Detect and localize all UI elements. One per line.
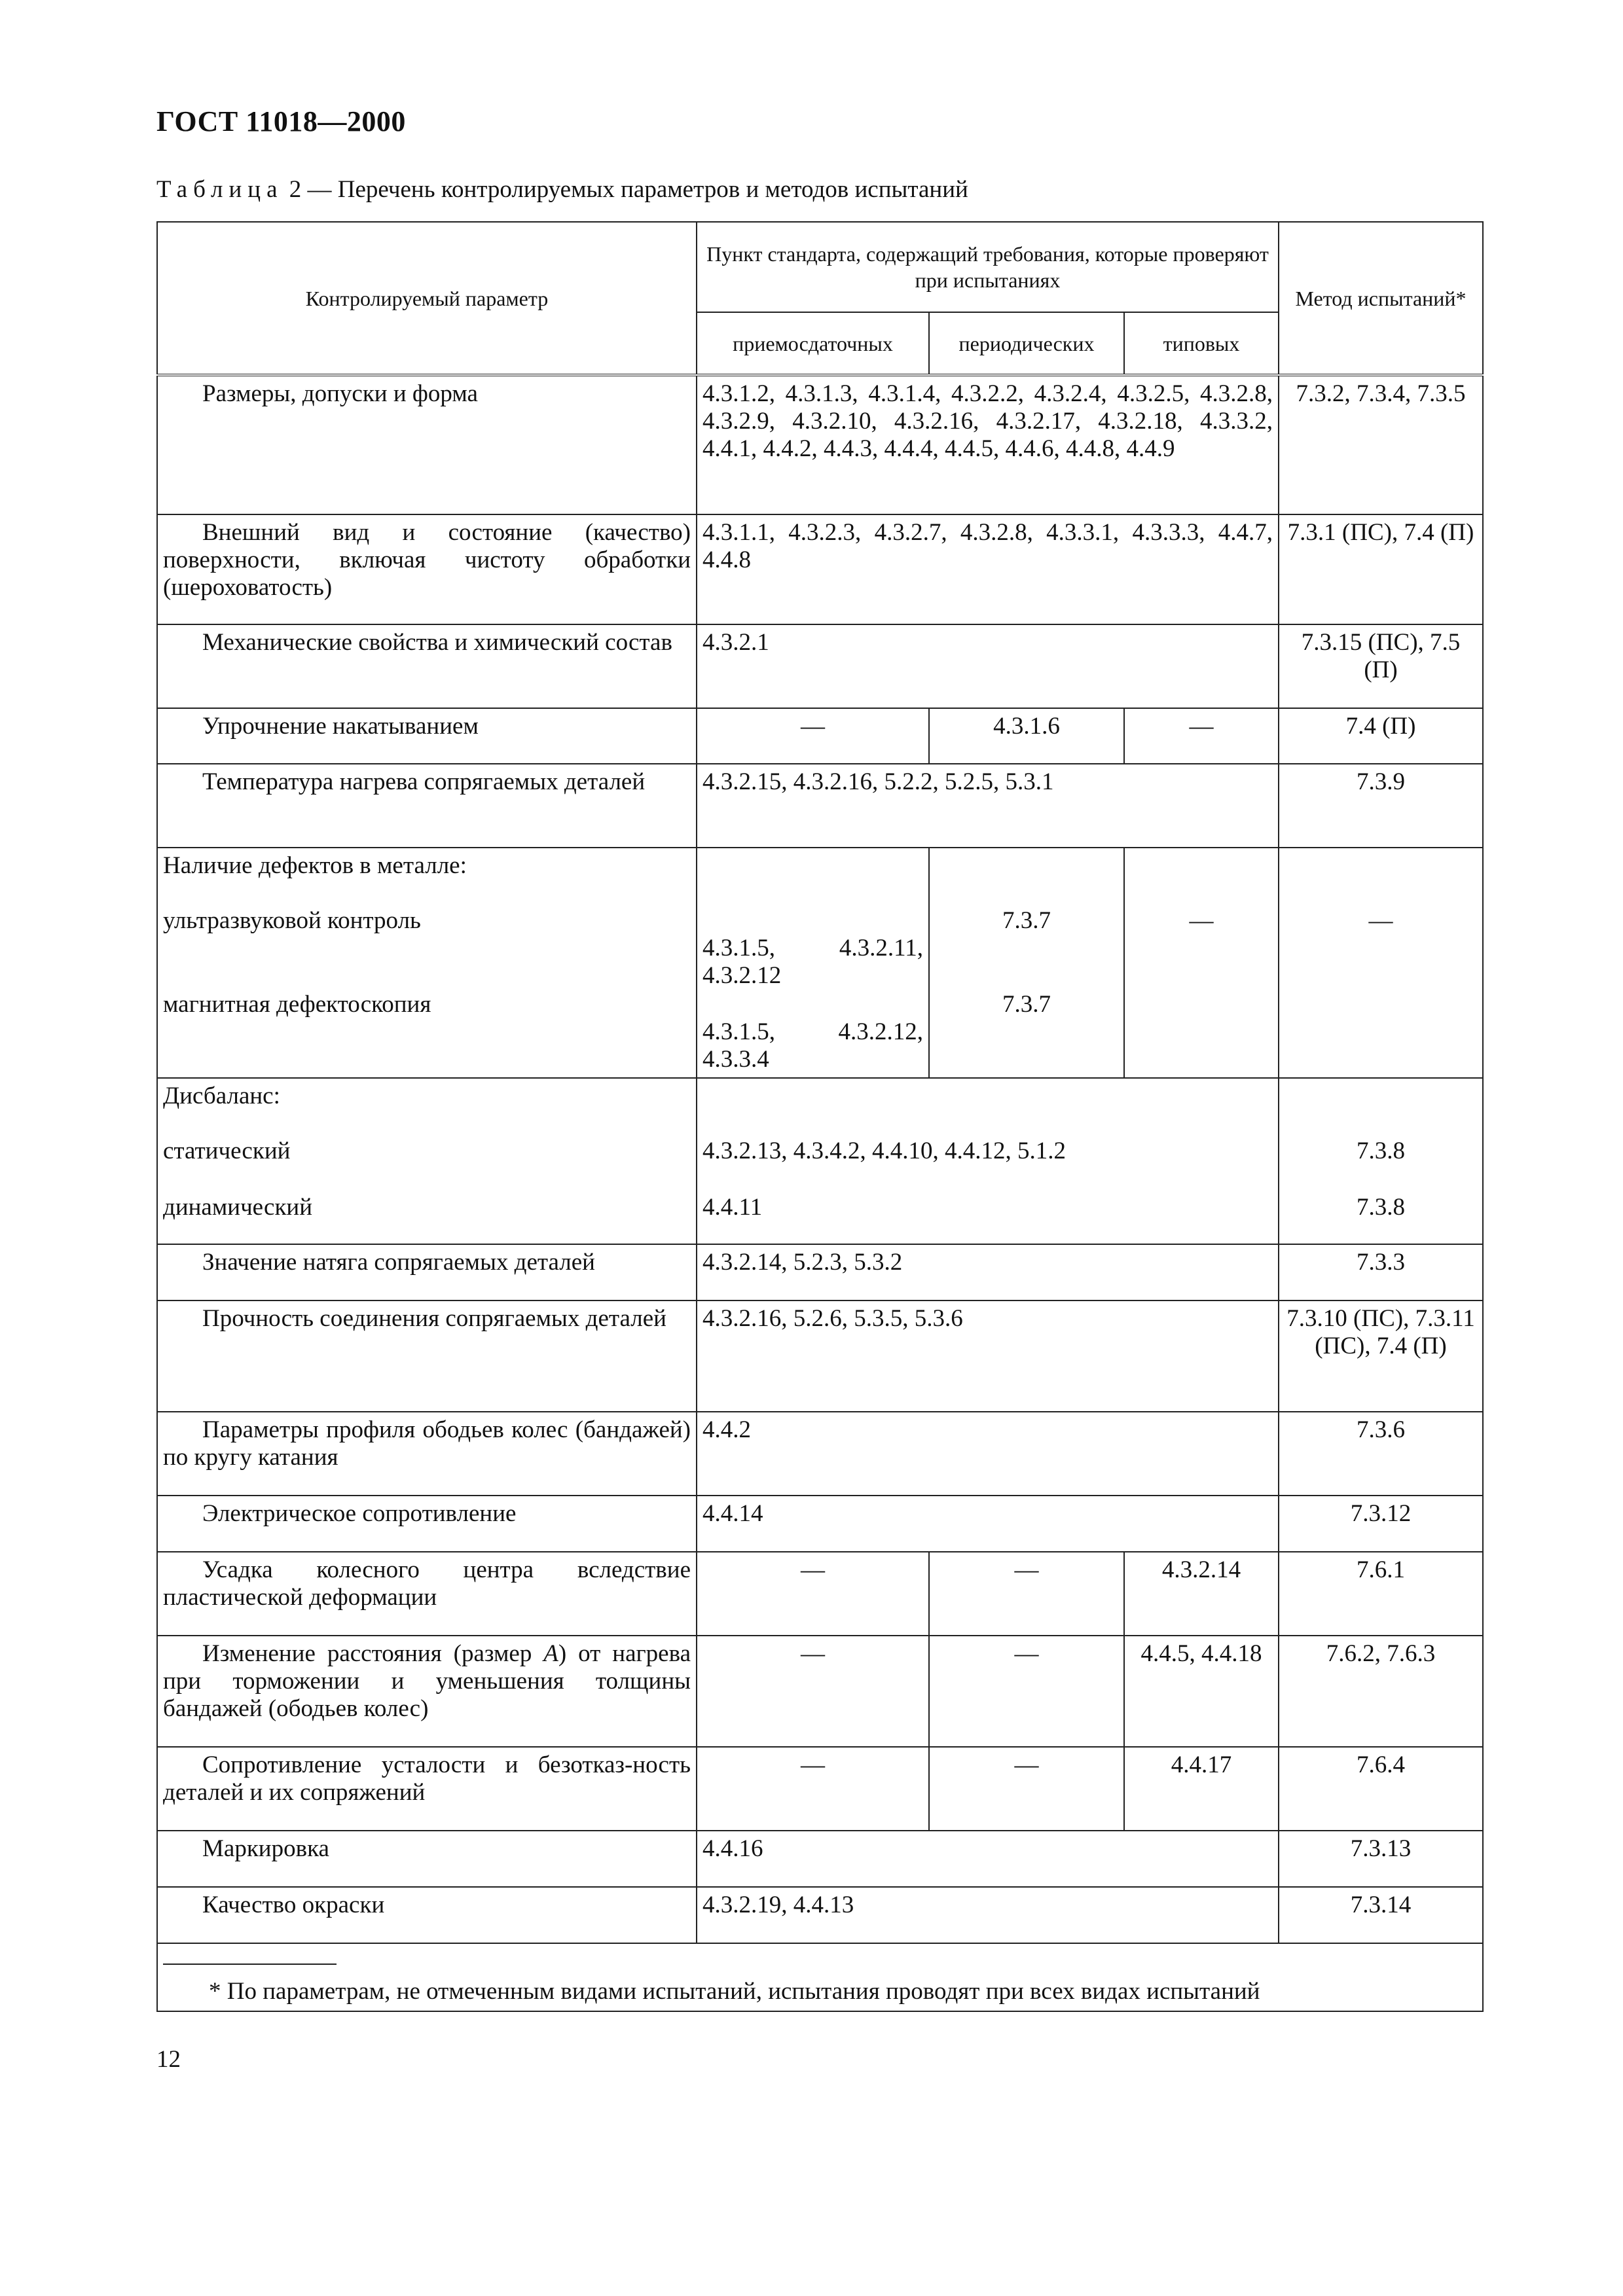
caption-title: — Перечень контролируемых параметров и методов испытаний <box>307 176 968 203</box>
caption-number: 2 <box>289 176 302 203</box>
row-param: Внешний вид и состояние (качество) поверхности, включая чистоту обработки (шероховатость) <box>157 514 697 624</box>
row-method: 7.6.1 <box>1279 1552 1483 1636</box>
header-acceptance: приемосдаточных <box>697 312 929 375</box>
row-param: Прочность соединения сопрягаемых деталей <box>157 1300 697 1412</box>
row-clauses: 4.3.2.1 <box>697 624 1279 708</box>
subrow-param: ультразвуковой контроль <box>163 907 421 934</box>
row-method: 7.6.2, 7.6.3 <box>1279 1636 1483 1747</box>
table-row <box>157 1747 1483 1831</box>
row-clauses: 4.3.2.15, 4.3.2.16, 5.2.2, 5.2.5, 5.3.1 <box>697 764 1279 848</box>
row-acceptance: — <box>697 1552 929 1636</box>
row-param: Электрическое сопротивление <box>157 1496 697 1552</box>
row-periodic <box>929 848 1124 1078</box>
table-row <box>157 375 1483 514</box>
row-acceptance: — <box>697 1636 929 1747</box>
row-method: 7.3.9 <box>1279 764 1483 848</box>
row-type-tests: — <box>1124 708 1279 764</box>
variable-a: А <box>543 1640 558 1667</box>
group-title: Дисбаланс: <box>163 1083 280 1109</box>
document-header: ГОСТ 11018—2000 <box>156 105 406 137</box>
header-periodic: периодических <box>929 312 1124 375</box>
row-method: 7.3.13 <box>1279 1831 1483 1887</box>
row-method: 7.3.12 <box>1279 1496 1483 1552</box>
subrow-acceptance: 4.3.1.5, 4.3.2.11, 4.3.2.12 <box>702 935 923 989</box>
row-clauses: 4.4.16 <box>697 1831 1279 1887</box>
row-clauses: 4.4.14 <box>697 1496 1279 1552</box>
header-param: Контролируемый параметр <box>157 222 697 375</box>
row-method: 7.3.3 <box>1279 1244 1483 1300</box>
row-param: Усадка колесного центра вследствие пластической деформации <box>157 1552 697 1636</box>
subrow-param: динамический <box>163 1194 313 1221</box>
row-param <box>157 848 697 1078</box>
subrow-method: 7.3.8 <box>1357 1138 1405 1164</box>
row-clauses <box>697 1078 1279 1244</box>
table-row <box>157 1552 1483 1636</box>
row-clauses: 4.3.2.19, 4.4.13 <box>697 1887 1279 1943</box>
table-row <box>157 1300 1483 1412</box>
row-periodic: — <box>929 1747 1124 1831</box>
footnote: * По параметрам, не отмеченным видами испытаний, испытания проводят при всех видах испытаний <box>209 1978 1260 2005</box>
row-param: Механические свойства и химический состав <box>157 624 697 708</box>
subrow-clauses: 4.4.11 <box>702 1194 763 1221</box>
parameters-table <box>156 221 1484 2012</box>
table-row <box>157 1412 1483 1496</box>
row-acceptance: — <box>697 1747 929 1831</box>
row-clauses: 4.3.1.1, 4.3.2.3, 4.3.2.7, 4.3.2.8, 4.3.3.1, 4.3.3.3, 4.4.7, 4.4.8 <box>697 514 1279 624</box>
table-row <box>157 1636 1483 1747</box>
table-row <box>157 624 1483 708</box>
row-param: Размеры, допуски и форма <box>157 375 697 514</box>
row-method: 7.6.4 <box>1279 1747 1483 1831</box>
row-param: Маркировка <box>157 1831 697 1887</box>
subrow-periodic: 7.3.7 <box>1002 991 1051 1018</box>
row-periodic: 4.3.1.6 <box>929 708 1124 764</box>
footnote-divider <box>163 1964 337 1965</box>
row-method <box>1279 1078 1483 1244</box>
row-type-tests: 4.3.2.14 <box>1124 1552 1279 1636</box>
table-row <box>157 764 1483 848</box>
table-row <box>157 514 1483 624</box>
caption-label: Таблица <box>156 176 283 203</box>
table-row <box>157 1496 1483 1552</box>
table-footnote-row <box>157 1943 1483 2011</box>
row-method: 7.3.10 (ПС), 7.3.11 (ПС), 7.4 (П) <box>1279 1300 1483 1412</box>
row-param: Упрочнение накатыванием <box>157 708 697 764</box>
row-periodic: — <box>929 1636 1124 1747</box>
row-method: 7.3.6 <box>1279 1412 1483 1496</box>
row-clauses: 4.3.2.16, 5.2.6, 5.3.5, 5.3.6 <box>697 1300 1279 1412</box>
subrow-method: — <box>1368 907 1393 934</box>
row-type-tests: 4.4.17 <box>1124 1747 1279 1831</box>
page-number: 12 <box>156 2046 181 2073</box>
table-caption <box>156 175 968 204</box>
table-row <box>157 1244 1483 1300</box>
row-type-tests <box>1124 848 1279 1078</box>
subrow-param: статический <box>163 1138 291 1164</box>
table-row <box>157 708 1483 764</box>
table-row <box>157 1831 1483 1887</box>
subrow-clauses: 4.3.2.13, 4.3.4.2, 4.4.10, 4.4.12, 5.1.2 <box>702 1138 1066 1164</box>
row-acceptance: — <box>697 708 929 764</box>
row-type-tests: 4.4.5, 4.4.18 <box>1124 1636 1279 1747</box>
row-clauses: 4.3.1.2, 4.3.1.3, 4.3.1.4, 4.3.2.2, 4.3.2.4, 4.3.2.5, 4.3.2.8, 4.3.2.9, 4.3.2.10, 4.3.2.16, 4.3.2.17, 4.3.2.18, 4.3.3.2, 4.4.1, 4.4.2, 4.4.3, 4.4.4, 4.4.5, 4.4.6, 4.4.8, 4.4.9 <box>697 375 1279 514</box>
table-row <box>157 1887 1483 1943</box>
subrow-acceptance: 4.3.1.5, 4.3.2.12, 4.3.3.4 <box>702 1018 923 1073</box>
row-acceptance <box>697 848 929 1078</box>
header-method: Метод испытаний* <box>1279 222 1483 375</box>
row-method: 7.3.2, 7.3.4, 7.3.5 <box>1279 375 1483 514</box>
row-periodic: — <box>929 1552 1124 1636</box>
row-method: 7.3.14 <box>1279 1887 1483 1943</box>
row-param: Качество окраски <box>157 1887 697 1943</box>
table-row <box>157 848 1483 1078</box>
subrow-type-tests: — <box>1189 907 1214 934</box>
group-title: Наличие дефектов в металле: <box>163 852 467 879</box>
row-param <box>157 1078 697 1244</box>
row-method <box>1279 848 1483 1078</box>
table-row <box>157 1078 1483 1244</box>
row-clauses: 4.3.2.14, 5.2.3, 5.3.2 <box>697 1244 1279 1300</box>
header-group: Пункт стандарта, содержащий требования, которые проверяют при испытаниях <box>697 222 1279 312</box>
row-param: Изменение расстояния (размер А) от нагрева при торможении и уменьшения толщины бандажей (ободьев колес) <box>157 1636 697 1747</box>
row-param: Параметры профиля ободьев колес (бандажей) по кругу катания <box>157 1412 697 1496</box>
row-method: 7.3.15 (ПС), 7.5 (П) <box>1279 624 1483 708</box>
subrow-param: магнитная дефектоскопия <box>163 991 431 1018</box>
footnote-cell <box>157 1943 1483 2011</box>
subrow-method: 7.3.8 <box>1357 1194 1405 1221</box>
row-method: 7.4 (П) <box>1279 708 1483 764</box>
table-header-row <box>157 222 1483 312</box>
row-param: Температура нагрева сопрягаемых деталей <box>157 764 697 848</box>
subrow-periodic: 7.3.7 <box>1002 907 1051 934</box>
row-param: Сопротивление усталости и безотказ-ность деталей и их сопряжений <box>157 1747 697 1831</box>
row-param: Значение натяга сопрягаемых деталей <box>157 1244 697 1300</box>
header-type-tests: типовых <box>1124 312 1279 375</box>
row-clauses: 4.4.2 <box>697 1412 1279 1496</box>
row-method: 7.3.1 (ПС), 7.4 (П) <box>1279 514 1483 624</box>
